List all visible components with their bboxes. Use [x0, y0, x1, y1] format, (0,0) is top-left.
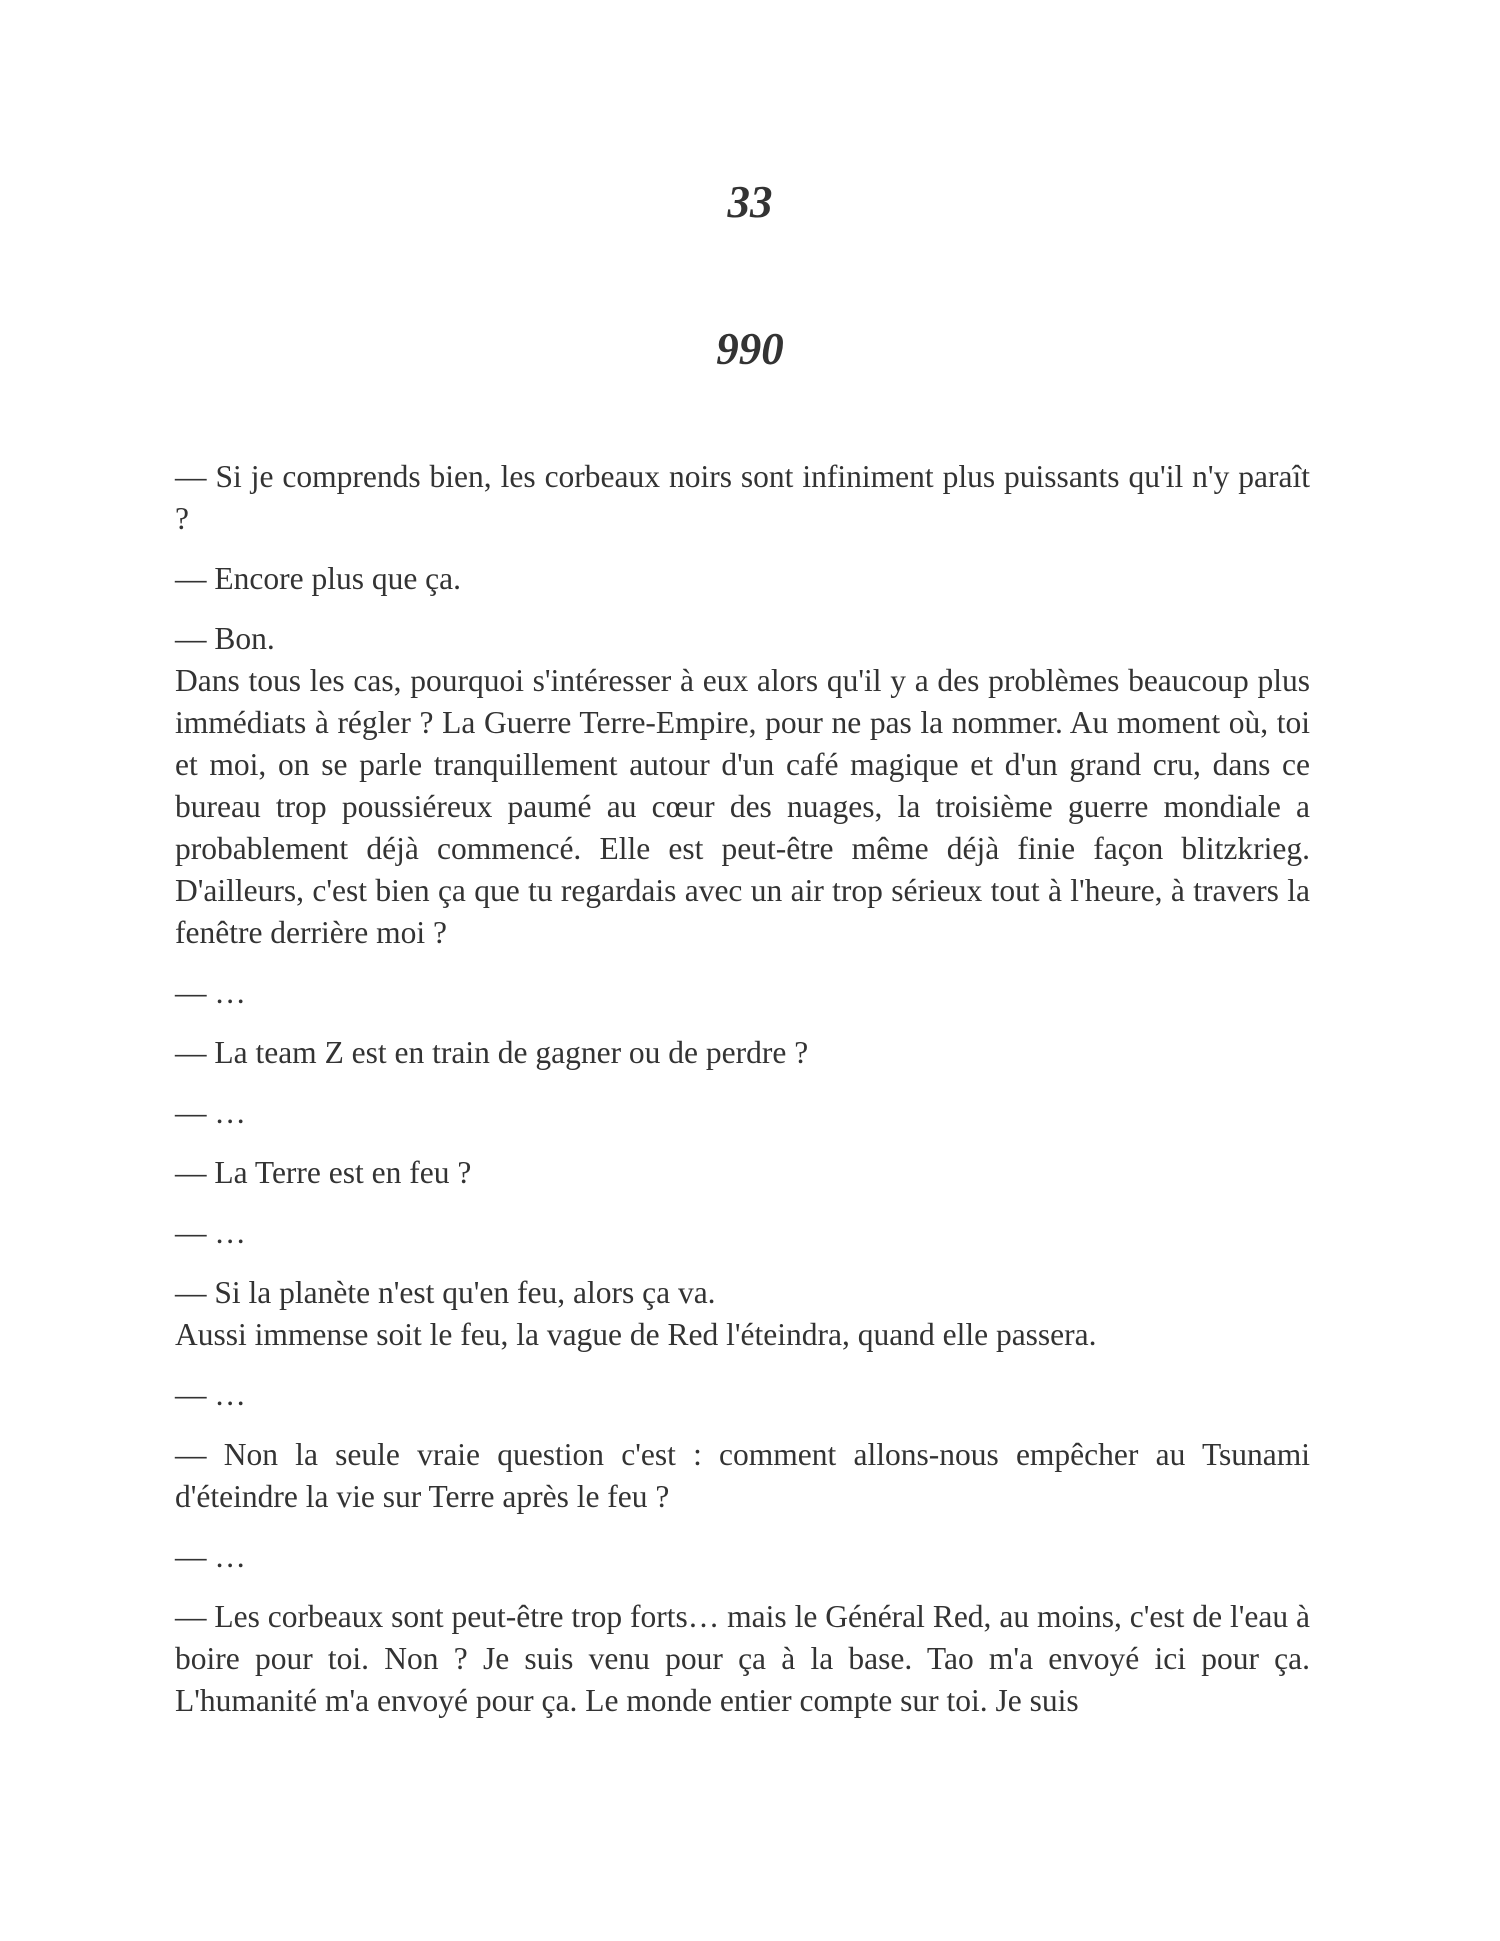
paragraph: [175, 1092, 1310, 1134]
paragraph-line: Dans tous les cas, pourquoi s'intéresser à eux alors qu'il y a des problèmes beaucoup plus immédiats à régler ? La Guerre Terre-Empire, pour ne pas la nommer. Au moment où, toi et moi, on se parle tranquillement autour d'un café magique et d'un grand cru, dans ce bureau trop poussiéreux paumé au cœur des nuages, la troisième guerre mondiale a probablement déjà commencé. Elle est peut-être même déjà finie façon blitzkrieg. D'ailleurs, c'est bien ça que tu regardais avec un air trop sérieux tout à l'heure, à travers la fenêtre derrière moi ?: [175, 663, 1310, 950]
chapter-body: [175, 456, 1310, 1740]
chapter-title: 990: [716, 324, 784, 374]
paragraph-line: — Si la planète n'est qu'en feu, alors ça va.: [175, 1275, 716, 1310]
paragraph-line: — …: [175, 1377, 246, 1412]
paragraph-line: — …: [175, 975, 246, 1010]
paragraph: [175, 1374, 1310, 1416]
paragraph: [175, 1272, 1310, 1356]
paragraph-line: — La team Z est en train de gagner ou de perdre ?: [175, 1035, 809, 1070]
paragraph: [175, 456, 1310, 540]
paragraph-line: — …: [175, 1095, 246, 1130]
chapter-number: 33: [727, 177, 773, 227]
paragraph: [175, 1536, 1310, 1578]
paragraph-line: — Si je comprends bien, les corbeaux noirs sont infiniment plus puissants qu'il n'y paraît ?: [175, 459, 1310, 536]
paragraph: [175, 972, 1310, 1014]
paragraph-line: — Bon.: [175, 621, 275, 656]
paragraph: [175, 1032, 1310, 1074]
paragraph-line: — Les corbeaux sont peut-être trop forts… mais le Général Red, au moins, c'est de l'eau à boire pour toi. Non ? Je suis venu pour ça à la base. Tao m'a envoyé ici pour ça. L'humanité m'a envoyé pour ça. Le monde entier compte sur toi. Je suis: [175, 1599, 1310, 1718]
paragraph-line: — Non la seule vraie question c'est : comment allons-nous empêcher au Tsunami d'éteindre la vie sur Terre après le feu ?: [175, 1437, 1310, 1514]
paragraph-line: — La Terre est en feu ?: [175, 1155, 472, 1190]
paragraph: [175, 1152, 1310, 1194]
paragraph: [175, 1596, 1310, 1722]
paragraph: [175, 1434, 1310, 1518]
paragraph: [175, 558, 1310, 600]
paragraph-line: — …: [175, 1215, 246, 1250]
paragraph-line: — Encore plus que ça.: [175, 561, 462, 596]
paragraph-line: Aussi immense soit le feu, la vague de Red l'éteindra, quand elle passera.: [175, 1317, 1097, 1352]
paragraph: [175, 618, 1310, 954]
paragraph: [175, 1212, 1310, 1254]
paragraph-line: — …: [175, 1539, 246, 1574]
